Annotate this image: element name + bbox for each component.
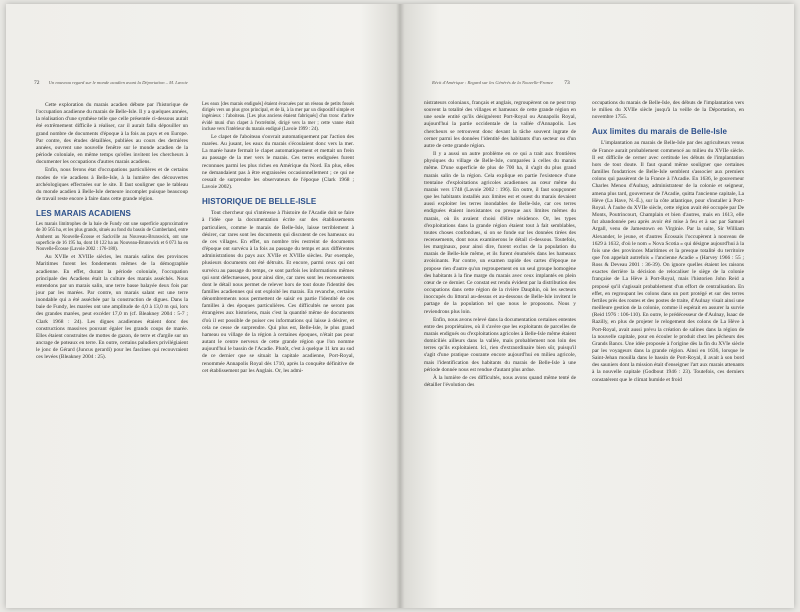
running-head-left-text: Un nouveau regard sur le monde acadien avant la Déportation – M. Lavoie bbox=[48, 80, 188, 85]
running-head-left bbox=[34, 80, 188, 86]
left-column-1 bbox=[36, 102, 188, 363]
paragraph: À la lumière de ces difficultés, nous avons quand même tenté de détailler l'évolution des bbox=[424, 374, 576, 389]
right-page bbox=[402, 4, 794, 608]
paragraph: Tout chercheur qui s'intéresse à l'histoire de l'Acadie doit se faire à l'idée que la documentation écrite sur des établissements particuliers, comme le marais de Belle-Isle, laisse terriblement à désirer, car rares sont les documents qui discutent de ces hameaux ou de ces villages. En effet, un nombre très restreint de documents d'époque ont survécu à la fois au passage du temps et aux différentes administrations du pays aux XVIIe et XVIIIe siècles. Par exemple, plusieurs documents ont été détruits. Et encore, parmi ceux qui ont survécu au passage du temps, ce sont parfois les informations mêmes qui sont défectueuses, pour ainsi dire, car rares sont les recensements dont le détail nous permet de relever hors de tout doute l'identité des familles acadiennes qui ont exploité les marais. En revanche, certains dénombrements nous permettent de saisir en partie l'identité de ces familles à des époques particulières. Ces difficultés ne seront pas étrangères aux historiens, mais c'est la quantité même de documents d'où il est possible de puiser ces informations qui laisse à désirer, et cela ne cesse de surprendre. Qui plus est, Belle-Isle, le plus grand hameau ou village de la région à certaines époques, n'était pas pour autant le centre nerveux de cette grande région que l'on nomme aujourd'hui le bassin de l'Acadie. Plutôt, c'est à quelque 11 km au sud de ce dernier que se situait la capitale acadienne, Port-Royal, renommée Annapolis Royal dès 1710, après la conquête définitive de cet établissement par les Anglais. Or, les admi- bbox=[202, 210, 354, 374]
page-number-left: 72 bbox=[34, 80, 40, 86]
paragraph: occupations du marais de Belle-Isle, des débuts de l'implantation vers le milieu du XVIIe siècle jusqu'à la veille de la Déportation, en novembre 1755. bbox=[592, 100, 744, 121]
right-column-1 bbox=[424, 100, 576, 390]
paragraph: Le clapet de l'aboiteau s'ouvrait automatiquement par l'action des marées. Au jusant, les eaux du marais s'écoulaient donc vers la mer. La marée haute fermait le clapet automatiquement et mettait un frein au passage de la mer vers le marais. Ces terres endiguées furent reconnues parmi les plus riches en Amérique du Nord. En plus, elles ne demandaient pas à être engraissées occasionnellement ; ce qui ne cessait de surprendre les observateurs de l'époque (Clark 1968 ; Lavoie 2002). bbox=[202, 134, 354, 191]
paragraph: L'implantation au marais de Belle-Isle par des agriculteurs venus de France aurait probablement commencé au milieu du XVIIe siècle. Il est difficile de cerner avec certitude les débuts de l'implantation hors de tout doute. Il faut quand même souligner que certaines familles fondatrices de Belle-Isle semblent s'associer aux premiers colons qui passèrent de la France à l'Acadie. En 1636, le gouverneur Charles Menou d'Aulnay, administrateur de la colonie et seigneur, amena plus tard, gouverneur de l'Acadie, quitta l'ancienne capitale, La Hève (La Have, N.-É.), sur la côte atlantique, pour s'installer à Port-Royal. À l'aube du XVIIe siècle, cette région avait été occupée par De Monts, Poutrincourt, Champlain et bien d'autres, mais en 1613, elle fut abandonnée peu après avoir été mise à feu et à sac par Samuel Argall, venu de Jamestown en Virginie. Par la suite, Sir William Alexander, le jeune, et d'autres Écossais l'occupèrent à nouveau de 1629 à 1632, d'où le nom « Nova Scotia » qui désigne aujourd'hui à la fois une des provinces Maritimes et la presque totalité du territoire que l'on appelait autrefois « l'ancienne Acadie » (Harvey 1966 : 55 ; Ross & Deveau 2001 : 36-39). On ignore quelles étaient les raisons exactes derrière la décision de relocaliser le siège de la colonie française de La Hève à Port-Royal, mais l'historien John Reid a proposé qu'il s'agissait probablement d'un effort de centralisation. En effet, en regroupant les colons dans un port protégé et sur des terres fertiles près des routes et des postes de traite, d'Aulnay visait ainsi une meilleure gestion de la colonie, comme il espérait en assurer la survie (Reid 1976 : 106-110). En outre, le prédécesseur de d'Aulnay, Isaac de Razilly, en plus de projeter le relogement des colons de La Hève à Port-Royal, avait aussi prévu la création de salines dans la région de la nouvelle capitale, pour en écouler le produit chez les pêcheurs des Grands Bancs. Une idée proposée à l'origine dès la fin du XVIe siècle par les voyageurs dans la grande région. Ainsi en 1636, lorsque le Saint-Jehan mouilla dans le bassin de Port-Royal, il avait à son bord des sauniers dont la mission était d'enseigner l'art aux marais attenants à la nouvelle capitale (Godbout 1946 : 23). Toutefois, ces derniers constatèrent que le climat humide et froid bbox=[592, 140, 744, 383]
paragraph: nistrateurs coloniaux, français et anglais, regroupèrent on ne peut trop souvent la totalité des villages et hameaux de cette grande région en une seule entité qu'ils désignèrent Port-Royal ou Annapolis Royal, aujourd'hui la partie occidentale de la vallée d'Annapolis. Les chercheurs se retrouvent donc devant la tâche souvent ingrate de cerner parmi les données l'identité des habitants d'un secteur ou d'un autre de cette grande région. bbox=[424, 100, 576, 149]
section-heading-limites: Aux limites du marais de Belle-Isle bbox=[592, 127, 728, 137]
paragraph: Les marais limitrophes de la baie de Fundy ont une superficie approximative de 30 565 ha, et les plus grands, situés au fond du bassin de Cumberland, entre Amherst au Nouvelle-Écosse et Sackville au Nouveau-Brunswick, ont une superficie de 16 195 ha, dont 10 122 ha au Nouveau-Brunswick et 6 073 ha en Nouvelle-Écosse (Lavoie 2002 : 176-180). bbox=[36, 222, 188, 252]
paragraph: Enfin, nous avons relevé dans la documentation certaines ententes entre des propriétaires, où il s'avère que les exploitants de parcelles de marais endigués ou d'exploitations agricoles à Belle-Isle même étaient domiciliés ailleurs dans la vallée, mais probablement non loin des terres qu'ils exploitaient. Ici, rien d'extraordinaire bien sûr, puisqu'il s'agit d'une pratique courante encore aujourd'hui en milieu agricole, mais l'identification des habitants du marais de Belle-Isle à une période donnée nous est rendue d'autant plus ardue. bbox=[424, 316, 576, 373]
section-heading-marais: LES MARAIS ACADIENS bbox=[36, 209, 131, 219]
book-spread bbox=[6, 4, 794, 608]
page-number-right: 73 bbox=[564, 80, 570, 86]
paragraph: Il y a aussi un autre problème en ce qui a trait aux frontières physiques du village de Belle-Isle, comparées à celles du marais même. D'une superficie de plus de 700 ha, il s'agit du plus grand marais salin de la région. Cela explique en partie l'existence d'une trentaine d'exploitations agricoles acadiennes au cœur même du marais vers 1748 (Lavoie 2002 : 196). En outre, il faut soupçonner que les habitants installés aux limites est et ouest du marais devaient aussi exploiter les terres inondables de Belle-Isle, car ces terres endiguées étaient inexistantes ou presque aux limites mêmes du marais, où ils avaient choisi d'élire résidence. Or, les types d'exploitations dans la grande région étaient tout à fait semblables, toutes choses confondues, si on se fonde sur les données tirées des recensements, dont nous examinerons le détail ci-dessous. Toutefois, les marginaux, pour ainsi dire, furent exclus de la population du marais de Belle-Isle même, et ils furent énumérés dans les hameaux avoisinants. Par contre, un examen rapide des cartes d'époque ne propose rien d'autre qu'un regroupement en un seul groupe homogène des habitants à la fine marge du marais avec ceux implantés en plein cœur de ce dernier. Ce constat est rendu évident par la distribution des occupations dans cette région de la rivière Dauphin, où les secteurs inoccupés du littoral au-dessus et au-dessous de Belle-Isle invitent le partage de la population tel que nous le proposons. Nous y reviendrons plus loin. bbox=[424, 151, 576, 315]
block-quote: Les eaux [des marais endigués] étaient évacuées par un réseau de petits fossés dirigés vers un plus gros principal, et de là, à la mer par un dispositif simple et ingénieux : l'aboiteau. [Les plus anciens étaient fabriqués] d'un tronc d'arbre évidé muni d'un clapet à l'extrémité, dirigé vers la mer ; cette vanne était incluse vers l'intérieur du marais endigué (Lavoie 1999 : 24). bbox=[202, 102, 354, 132]
paragraph: Enfin, nous ferons état d'occupations particulières et de certains modes de vie acadiens à Belle-Isle, à la lumière des découvertes archéologiques effectuées sur le site. Il faut souligner que le tableau du monde acadien à Belle-Isle demeure incomplet puisque beaucoup de travail reste encore à faire dans cette grande région. bbox=[36, 167, 188, 203]
left-page bbox=[6, 4, 398, 608]
paragraph: Au XVIIe et XVIIIe siècles, les marais salins des provinces Maritimes furent les fondements mêmes de la démographie acadienne. En effet, durant la période coloniale, l'occupation principale des Acadiens était la culture des marais asséchés. Nous entendons par un marais salin, une terre basse balayée deux fois par jour par les marées. Par contre, un marais salant est une terre inondable qui a été asséchée par la construction de digues. Dans la baie de Fundy, les marées ont une amplitude de 4,0 à 13,0 m qui, lors des grandes marées, peut excéder 17,0 m (cf. Bleakney 2004 : 5-7 ; Clark 1968 : 24). Les digues acadiennes étaient donc des constructions massives pouvant égaler les grands coups de marée. Elles étaient construites de mottes de gazon, de terre et d'argile sur un ancrage de poteaux en terre. En outre, certains paludiers privilégiaient le jonc de Gérard (Juncus gerardi) pour les fascines qui recouvraient ces levées (Bleakney 2004 : 25). bbox=[36, 254, 188, 361]
running-head-right-text: Récit d'Amérique : Regard sur les Générés de la Nouvelle-France bbox=[432, 80, 554, 85]
running-head-right bbox=[432, 80, 570, 86]
section-heading-historique: HISTORIQUE DE BELLE-ISLE bbox=[202, 197, 317, 207]
left-column-2 bbox=[202, 102, 354, 376]
right-column-2 bbox=[592, 100, 744, 385]
paragraph: Cette exploration du marais acadien débute par l'historique de l'occupation acadienne du marais de Belle-Isle. Il y a quelques années, la réalisation d'une synthèse telle que celle présentée ci-dessous aurait été extrêmement difficile à réaliser, car il aurait fallu dépouiller un grand nombre de documents d'époque à la fois au pays et en Europe. Par contre, des études détaillées, publiées au cours des dernières années, ouvrent une nouvelle fenêtre sur le monde acadien de la période coloniale, en même temps qu'elles invitent les chercheurs à documenter les occupations d'autres marais acadiens. bbox=[36, 102, 188, 166]
